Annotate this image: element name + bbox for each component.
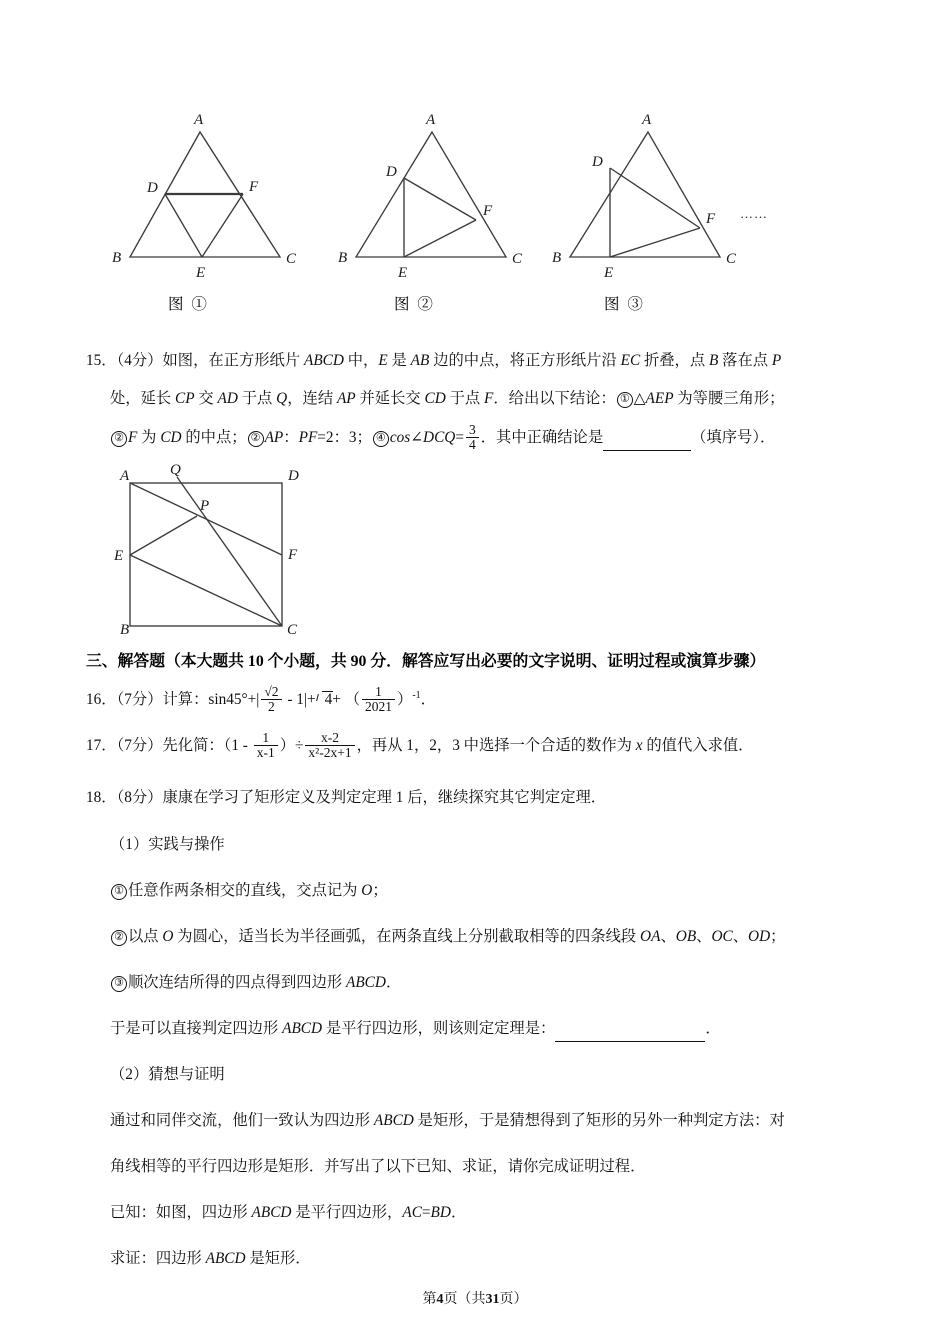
q18-line-1: 18．（8分）康康在学习了矩形定义及判定定理 1 后，继续探究其它判定定理． bbox=[86, 789, 607, 806]
q15-l2-e: 于点 bbox=[237, 390, 277, 407]
figure-3 bbox=[548, 100, 798, 313]
label-d-3: D bbox=[592, 154, 603, 170]
label-c-3: C bbox=[726, 251, 737, 267]
q18-s2-oc: OC bbox=[711, 928, 733, 945]
q15-l1-e: E bbox=[378, 352, 388, 369]
q15-l1-i: 折叠，点 bbox=[640, 352, 709, 369]
q18-l10-a: 已知：如图，四边形 bbox=[110, 1204, 252, 1221]
q15-l1-g: 边的中点，将正方形纸片沿 bbox=[429, 352, 621, 369]
footer-prefix: 第 bbox=[422, 1292, 437, 1307]
label-p-sq: P bbox=[200, 498, 210, 514]
q15-l2-ap: AP bbox=[336, 390, 356, 407]
q15-l3-cos: cos∠DCQ bbox=[389, 429, 456, 447]
q15-l2-f: F bbox=[484, 390, 494, 407]
label-b-1: B bbox=[112, 250, 122, 266]
q15-answer-blank[interactable] bbox=[603, 432, 691, 451]
q16-sin: sin45° bbox=[208, 691, 248, 709]
q18-l6-a: 于是可以直接判定四边形 bbox=[110, 1020, 283, 1037]
label-f-3: F bbox=[706, 211, 716, 227]
q18-s2-c: 为圆心，适当长为半径画弧，在两条直线上分别截取相等的四条线段 bbox=[173, 928, 641, 945]
q15-l2-p: 为等腰三角形； bbox=[673, 390, 785, 407]
q18-l6-d: ． bbox=[705, 1020, 721, 1037]
q18-s2-g: 、 bbox=[696, 928, 712, 945]
q18-l8-abcd: ABCD bbox=[373, 1112, 414, 1129]
q18-line-6 bbox=[110, 1016, 721, 1042]
q15-l1-a: 15．（4分）如图，在正方形纸片 bbox=[86, 352, 304, 369]
q16-d: + （ bbox=[332, 691, 361, 709]
label-a-1: A bbox=[194, 112, 204, 128]
q18-l10-e: = bbox=[421, 1204, 431, 1221]
q15-l1-abcd: ABCD bbox=[303, 352, 344, 369]
q16-frac1-num: √2 bbox=[264, 684, 279, 699]
q18-l10-bd: BD bbox=[430, 1204, 451, 1221]
q15-l2-i: 并延长交 bbox=[355, 390, 425, 407]
q15-l3-b: 为 bbox=[137, 429, 161, 447]
label-a-sq: A bbox=[120, 468, 130, 484]
figure-row bbox=[0, 100, 950, 330]
q17 bbox=[86, 732, 753, 761]
q18-l11-abcd: ABCD bbox=[205, 1250, 246, 1267]
q18-step-3 bbox=[110, 970, 401, 992]
q16-sqrt-4: 4 bbox=[316, 690, 333, 709]
q18-line-7: （2）猜想与证明 bbox=[110, 1066, 225, 1083]
q17-frac1-den: x-1 bbox=[254, 745, 278, 760]
segment-fe-1 bbox=[202, 194, 243, 257]
figure-square-abcd bbox=[100, 458, 330, 638]
q15-circle-2a: ② bbox=[111, 431, 127, 447]
q15-l3-l: （填序号）． bbox=[691, 429, 776, 447]
q18-s2-od: OD bbox=[748, 928, 771, 945]
q15-frac-den: 4 bbox=[466, 437, 479, 452]
q15-l3-d: 的中点； bbox=[181, 429, 247, 447]
label-b-3: B bbox=[552, 250, 562, 266]
q18-s2-o: O bbox=[162, 928, 174, 945]
q18-l10-g: ． bbox=[450, 1204, 467, 1221]
q18-l8-a: 通过和同伴交流，他们一致认为四边形 bbox=[110, 1112, 374, 1129]
q15-line-1 bbox=[86, 348, 781, 370]
q15-l3-cd: CD bbox=[160, 429, 182, 447]
q15-l2-m: ．给出以下结论： bbox=[493, 390, 616, 407]
label-f-2: F bbox=[483, 203, 493, 219]
q17-c: ，再从 1，2，3 中选择一个合适的数作为 bbox=[356, 737, 636, 755]
figure-caption-3: 图 ③ bbox=[604, 296, 645, 313]
q18-line-10 bbox=[110, 1200, 466, 1222]
q17-var-x: x bbox=[635, 737, 643, 755]
page-footer bbox=[0, 1288, 950, 1308]
q15-l2-k: 于点 bbox=[445, 390, 484, 407]
q18-s1-a: 任意作两条相交的直线，交点记为 bbox=[128, 882, 362, 899]
q18-s2-k: ； bbox=[770, 928, 786, 945]
label-a-3: A bbox=[642, 112, 652, 128]
q15-l1-ec: EC bbox=[620, 352, 641, 369]
q15-l2-cp: CP bbox=[175, 390, 195, 407]
label-b-2: B bbox=[338, 250, 348, 266]
q18-theorem-blank[interactable] bbox=[555, 1023, 705, 1042]
q15-l2-a: 处，延长 bbox=[110, 390, 176, 407]
figure-caption-2: 图 ② bbox=[394, 296, 435, 313]
q18-l6-c: 是平行四边形，则该则定定理是： bbox=[322, 1020, 556, 1037]
q18-l6-abcd: ABCD bbox=[282, 1020, 323, 1037]
q15-l3-eq: = bbox=[455, 429, 464, 447]
label-f-sq: F bbox=[288, 547, 298, 563]
footer-suffix: 页） bbox=[499, 1292, 528, 1307]
q18-s1-o: O bbox=[361, 882, 373, 899]
q15-l2-ad: AD bbox=[217, 390, 238, 407]
q16-b: +| bbox=[247, 691, 260, 709]
q16 bbox=[86, 686, 436, 715]
q15-l3-h: =2：3； bbox=[317, 429, 372, 447]
q15-l3-f2: ： bbox=[283, 429, 299, 447]
q18-s3-c: ． bbox=[385, 974, 402, 991]
q16-frac1-den: 2 bbox=[261, 699, 281, 714]
q16-exponent: -1 bbox=[412, 690, 421, 702]
q18-s2-i: 、 bbox=[732, 928, 749, 945]
q16-fraction-1-over-2021 bbox=[362, 685, 395, 714]
figure-2 bbox=[328, 100, 548, 313]
q15-l1-p: P bbox=[771, 352, 782, 369]
label-a-2: A bbox=[426, 112, 436, 128]
q18-line-2: （1）实践与操作 bbox=[110, 836, 225, 853]
segment-fe-3 bbox=[610, 228, 700, 257]
q15-l1-ab: AB bbox=[410, 352, 430, 369]
q15-circle-4: ④ bbox=[373, 431, 389, 447]
label-b-sq: B bbox=[120, 622, 130, 638]
label-d-1: D bbox=[147, 180, 158, 196]
q18-l8-c: 是矩形，于是猜想得到了矩形的另外一种判定方法：对 bbox=[413, 1112, 785, 1129]
label-f-1: F bbox=[249, 179, 259, 195]
q18-step-1 bbox=[110, 878, 388, 900]
q18-line-9: 角线相等的平行四边形是矩形．并写出了以下已知、求证，请你完成证明过程． bbox=[110, 1158, 646, 1175]
segment-df-2 bbox=[404, 178, 476, 220]
q16-frac2-den: 2021 bbox=[362, 699, 395, 714]
q16-fraction-sqrt2-over-2 bbox=[261, 685, 281, 714]
q17-a: （1 - bbox=[223, 737, 252, 755]
q17-e: 的值代入求值． bbox=[642, 737, 754, 755]
q15-fraction-three-fourths bbox=[466, 423, 479, 452]
q15-l3-ap: AP bbox=[264, 429, 284, 447]
label-d-sq: D bbox=[288, 468, 299, 484]
q18-s1-c: ； bbox=[372, 882, 388, 899]
q16-frac2-num: 1 bbox=[375, 684, 382, 699]
footer-page-number: 4 bbox=[436, 1292, 444, 1307]
q17-prefix: 17．（7分）先化简： bbox=[86, 737, 224, 755]
q18-s3-abcd: ABCD bbox=[345, 974, 386, 991]
q15-l2-g: ，连结 bbox=[287, 390, 337, 407]
q15-l1-b: B bbox=[708, 352, 719, 369]
q15-l1-c: 中， bbox=[343, 352, 379, 369]
segment-e-p bbox=[130, 516, 197, 555]
q17-frac2-den: x²-2x+1 bbox=[305, 745, 354, 760]
q15-l2-cd: CD bbox=[424, 390, 446, 407]
q18-circle-1: ① bbox=[111, 884, 127, 900]
q15-l2-c: 交 bbox=[194, 390, 218, 407]
q18-step-2 bbox=[110, 924, 785, 946]
q18-l10-ac: AC bbox=[402, 1204, 422, 1221]
section-heading-3: 三、解答题（本大题共 10 个小题，共 90 分．解答应写出必要的文字说明、证明过程或演算步骤） bbox=[86, 653, 766, 670]
q15-frac-num: 3 bbox=[468, 422, 476, 437]
q17-fraction-x-minus-2-over-quad bbox=[305, 731, 354, 760]
label-e-1: E bbox=[196, 265, 206, 281]
q17-frac1-num: 1 bbox=[262, 730, 270, 745]
label-c-2: C bbox=[512, 251, 523, 267]
q18-line-8 bbox=[110, 1108, 785, 1130]
q16-g: ． bbox=[420, 691, 436, 709]
q15-l1-k: 落在点 bbox=[718, 352, 772, 369]
ellipsis-3: …… bbox=[740, 206, 768, 221]
q18-circle-3: ③ bbox=[111, 976, 127, 992]
q18-s2-ob: OB bbox=[675, 928, 697, 945]
footer-total-pages: 31 bbox=[485, 1292, 500, 1307]
label-e-sq: E bbox=[114, 548, 124, 564]
q16-prefix: 16．（7分）计算： bbox=[86, 691, 209, 709]
figure-caption-1: 图 ① bbox=[168, 296, 209, 313]
triangle-abc-3 bbox=[570, 132, 720, 257]
label-e-2: E bbox=[398, 265, 408, 281]
figure-1 bbox=[100, 100, 320, 313]
q18-s2-e: 、 bbox=[660, 928, 676, 945]
label-c-1: C bbox=[286, 251, 297, 267]
q18-l11-a: 求证：四边形 bbox=[110, 1250, 206, 1267]
segment-q-c bbox=[177, 477, 282, 626]
q17-b: ）÷ bbox=[279, 737, 304, 755]
q15-l3-k: ．其中正确结论是 bbox=[480, 429, 604, 447]
q16-c: - 1|+ bbox=[283, 691, 316, 709]
label-c-sq: C bbox=[287, 622, 298, 638]
segment-fe-2 bbox=[404, 220, 476, 257]
q18-l10-c: 是平行四边形， bbox=[291, 1204, 403, 1221]
q18-l11-c: 是矩形． bbox=[245, 1250, 311, 1267]
q15-line-2 bbox=[110, 386, 784, 408]
segment-e-c bbox=[130, 555, 282, 626]
q17-frac2-num: x-2 bbox=[321, 730, 339, 745]
segment-de-1 bbox=[165, 194, 202, 257]
q15-l3-f: F bbox=[128, 429, 138, 447]
q16-e: ） bbox=[397, 691, 413, 709]
q18-s3-a: 顺次连结所得的四点得到四边形 bbox=[128, 974, 346, 991]
q17-fraction-1-over-x-minus-1 bbox=[254, 731, 278, 760]
q18-circle-2: ② bbox=[111, 930, 127, 946]
label-q-sq: Q bbox=[170, 462, 181, 478]
q15-circle-2b: ② bbox=[248, 431, 264, 447]
q15-l3-pf: PF bbox=[298, 429, 318, 447]
label-d-2: D bbox=[386, 164, 397, 180]
q15-circle-1: ① bbox=[617, 392, 633, 408]
q15-l2-q: Q bbox=[276, 390, 288, 407]
label-e-3: E bbox=[604, 265, 614, 281]
q18-line-11 bbox=[110, 1246, 311, 1268]
q18-l10-abcd: ABCD bbox=[251, 1204, 292, 1221]
q18-s2-a: 以点 bbox=[128, 928, 163, 945]
q15-l2-aep: △AEP bbox=[633, 390, 674, 407]
q18-s2-oa: OA bbox=[640, 928, 661, 945]
q15-l1-e2: 是 bbox=[387, 352, 411, 369]
q15-line-3 bbox=[110, 424, 775, 453]
footer-mid: 页（共 bbox=[443, 1292, 486, 1307]
